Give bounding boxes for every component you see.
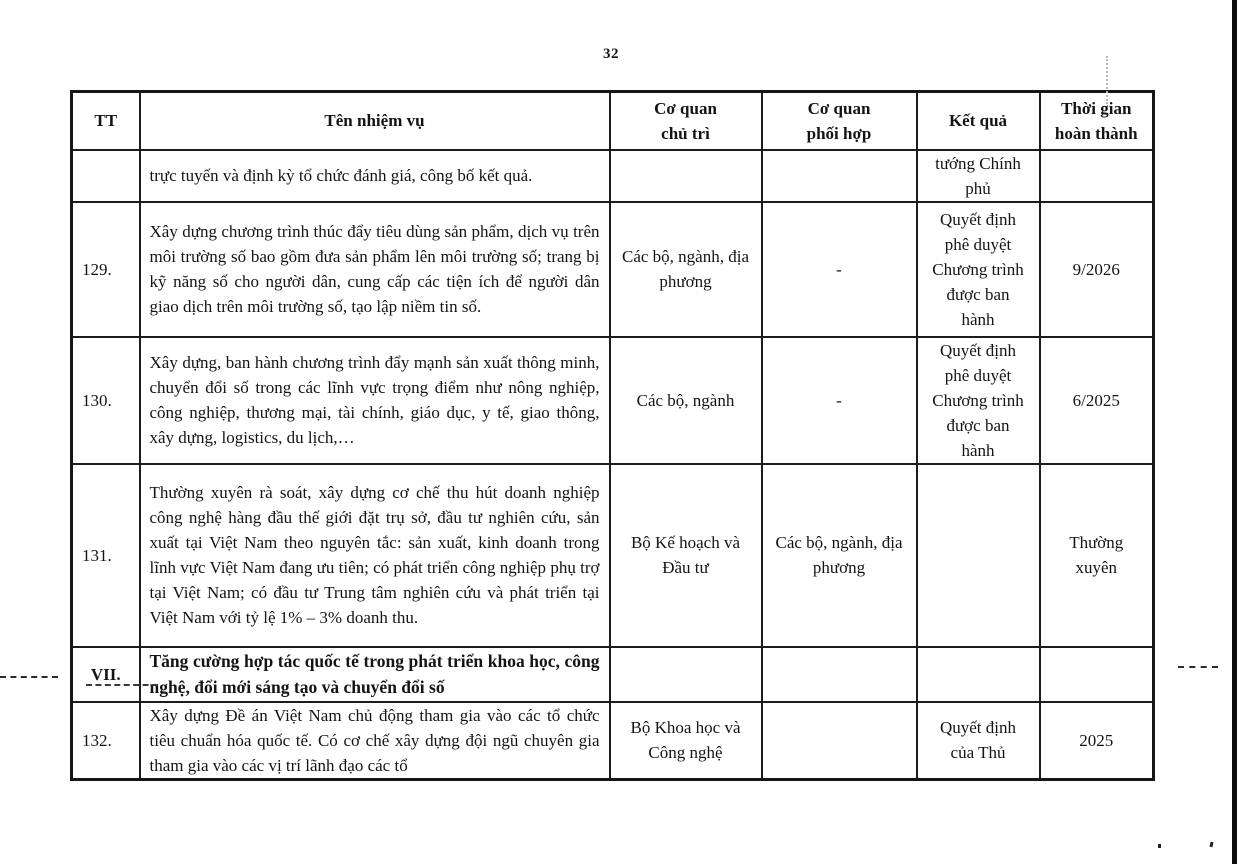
deadline-cell: 6/2025 — [1040, 337, 1154, 464]
task-cell: Xây dựng chương trình thúc đẩy tiêu dùng sản phẩm, dịch vụ trên môi trường số bao gồm đưa sản phẩm lên môi trường số; trang bị kỹ năng số cho người dân, cung cấp các tiện ích để người dân giao dịch trên môi trường số, tạo lập niềm tin số. — [140, 202, 610, 337]
header-task: Tên nhiệm vụ — [140, 92, 610, 150]
header-row — [72, 92, 1154, 150]
table-row — [72, 150, 1154, 202]
result-cell: tướng Chính phủ — [917, 150, 1040, 202]
deadline-cell: Thường xuyên — [1040, 464, 1154, 647]
result-cell: Quyết định của Thủ — [917, 702, 1040, 780]
fold-mark-middle — [86, 684, 158, 686]
header-coordinating-agency: Cơ quan phối hợp — [762, 92, 917, 150]
scan-speck — [1158, 844, 1161, 848]
header-lead-agency: Cơ quan chủ trì — [610, 92, 762, 150]
section-title-cell: Tăng cường hợp tác quốc tế trong phát triển khoa học, công nghệ, đổi mới sáng tạo và chuyển đổi số — [140, 647, 610, 702]
tt-cell: 130. — [72, 337, 140, 464]
fold-mark-right — [1178, 666, 1218, 668]
coordinating-agency-cell: - — [762, 202, 917, 337]
result-cell: Quyết định phê duyệt Chương trình được ban hành — [917, 337, 1040, 464]
tasks-table — [70, 90, 1155, 781]
tt-cell — [72, 150, 140, 202]
deadline-cell — [1040, 647, 1154, 702]
result-cell — [917, 647, 1040, 702]
scan-edge-line — [1232, 0, 1237, 864]
section-number-cell: VII. — [72, 647, 140, 702]
coordinating-agency-cell — [762, 702, 917, 780]
section-row — [72, 647, 1154, 702]
task-cell: trực tuyến và định kỳ tổ chức đánh giá, công bố kết quả. — [140, 150, 610, 202]
deadline-cell: 9/2026 — [1040, 202, 1154, 337]
task-cell: Thường xuyên rà soát, xây dựng cơ chế thu hút doanh nghiệp công nghệ hàng đầu thế giới đặt trụ sở, đầu tư nghiên cứu, sản xuất tại Việt Nam theo nguyên tắc: sản xuất, kinh doanh trong lĩnh vực Việt Nam đang ưu tiên; có phát triển công nghiệp phụ trợ tại Việt Nam; có đầu tư Trung tâm nghiên cứu và phát triển tại Việt Nam với tỷ lệ 1% – 3% doanh thu. — [140, 464, 610, 647]
tt-cell: 129. — [72, 202, 140, 337]
table-row — [72, 464, 1154, 647]
deadline-cell: 2025 — [1040, 702, 1154, 780]
result-cell — [917, 464, 1040, 647]
tt-cell: 131. — [72, 464, 140, 647]
lead-agency-cell: Các bộ, ngành, địa phương — [610, 202, 762, 337]
scan-speck — [1209, 842, 1213, 848]
table-row — [72, 702, 1154, 780]
coordinating-agency-cell — [762, 647, 917, 702]
lead-agency-cell — [610, 150, 762, 202]
coordinating-agency-cell: Các bộ, ngành, địa phương — [762, 464, 917, 647]
task-cell: Xây dựng Đề án Việt Nam chủ động tham gia vào các tổ chức tiêu chuẩn hóa quốc tế. Có cơ chế xây dựng đội ngũ chuyên gia tham gia vào các vị trí lãnh đạo các tổ — [140, 702, 610, 780]
coordinating-agency-cell — [762, 150, 917, 202]
result-cell: Quyết định phê duyệt Chương trình được ban hành — [917, 202, 1040, 337]
tt-cell: 132. — [72, 702, 140, 780]
table-row — [72, 202, 1154, 337]
table-row — [72, 337, 1154, 464]
lead-agency-cell: Các bộ, ngành — [610, 337, 762, 464]
header-result: Kết quả — [917, 92, 1040, 150]
lead-agency-cell: Bộ Khoa học và Công nghệ — [610, 702, 762, 780]
task-cell: Xây dựng, ban hành chương trình đẩy mạnh sản xuất thông minh, chuyển đổi số trong các lĩnh vực trọng điểm như nông nghiệp, công nghiệp, thương mại, tài chính, giáo dục, y tế, giao thông, xây dựng, logistics, du lịch,… — [140, 337, 610, 464]
page-number: 32 — [603, 46, 619, 62]
scan-dotted-artifact — [1106, 56, 1108, 104]
lead-agency-cell: Bộ Kế hoạch và Đầu tư — [610, 464, 762, 647]
fold-mark-left — [0, 676, 58, 678]
header-deadline: Thời gian hoàn thành — [1040, 92, 1154, 150]
coordinating-agency-cell: - — [762, 337, 917, 464]
header-tt: TT — [72, 92, 140, 150]
lead-agency-cell — [610, 647, 762, 702]
deadline-cell — [1040, 150, 1154, 202]
